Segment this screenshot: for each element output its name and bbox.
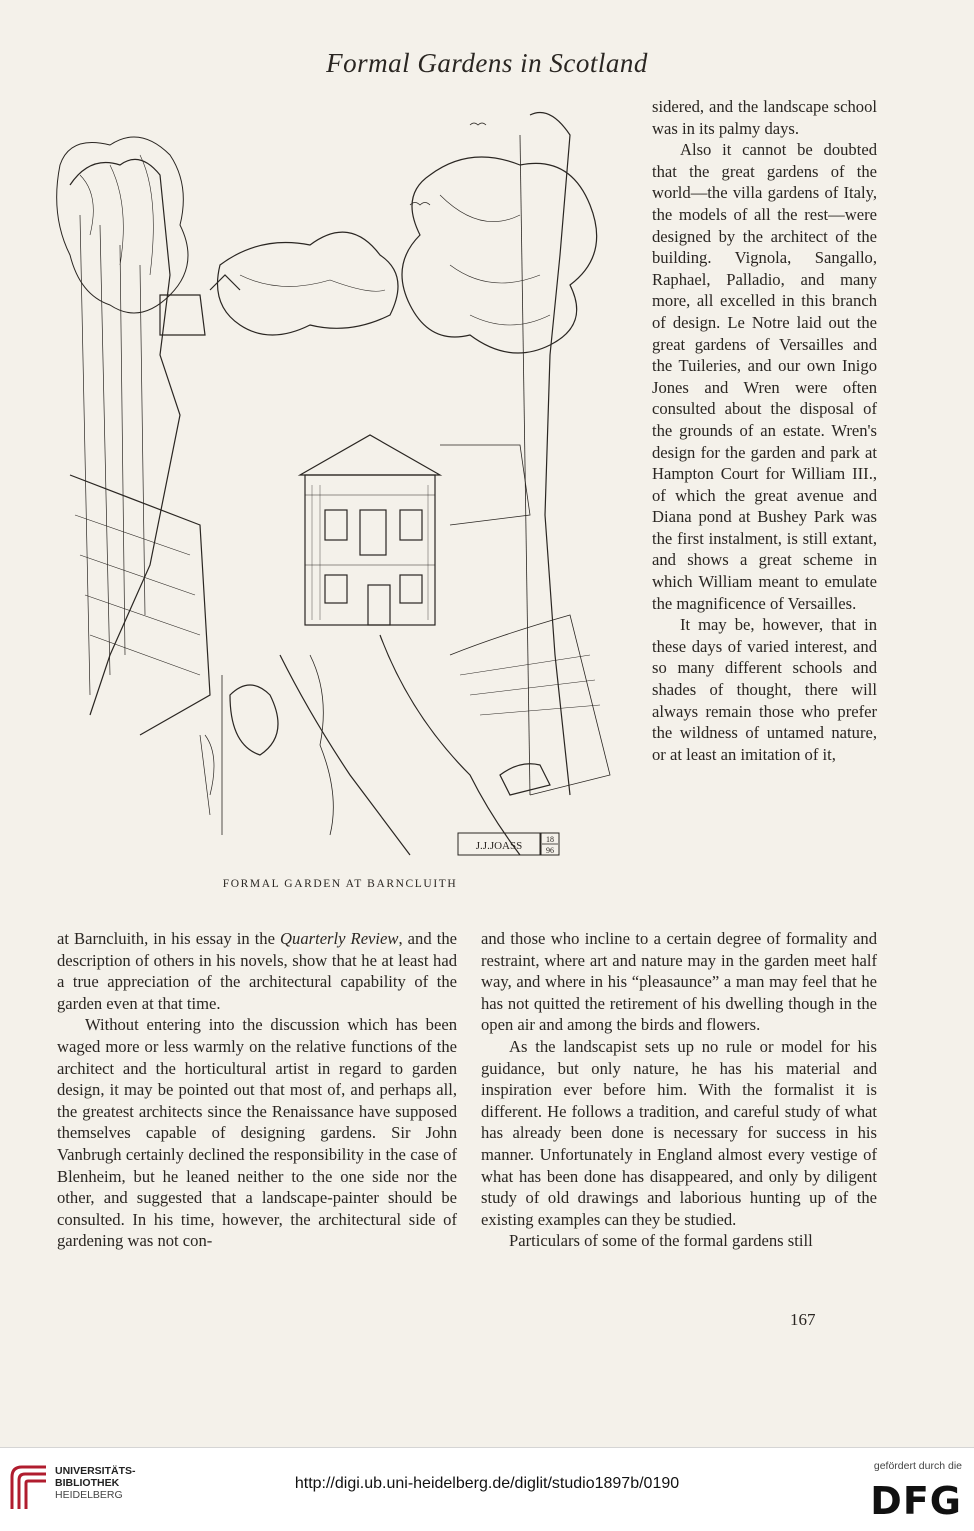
- right-bottom-paragraph-3: Particulars of some of the formal gardens still: [509, 1231, 813, 1251]
- dfg-logo: DFG: [870, 1479, 962, 1523]
- signature-text: J.J.JOASS: [475, 840, 523, 852]
- signature-date-bottom: 96: [546, 846, 554, 855]
- funded-by-label: gefördert durch die: [873, 1460, 962, 1472]
- right-bottom-text: [481, 928, 877, 1252]
- left-col-paragraph-1: [57, 928, 457, 1014]
- right-col-paragraph-1: sidered, and the landscape school was in its palmy days.: [652, 97, 877, 138]
- library-line-1: UNIVERSITÄTS-: [55, 1465, 136, 1477]
- footer-bar: [0, 1447, 974, 1531]
- illustration-caption: FORMAL GARDEN AT BARNCLUITH: [222, 878, 458, 890]
- right-bottom-paragraph-1: and those who incline to a certain degree of formality and restraint, where art and nature may in the garden meet half way, and where in his “pleasaunce” a man may feel that he has not quitted the retirement of his dwelling though in the open air and among the birds and flowers.: [481, 929, 877, 1035]
- signature-date-top: 18: [546, 835, 554, 844]
- page-number: 167: [790, 1310, 816, 1329]
- page-title: Formal Gardens in Scotland: [326, 48, 648, 78]
- left-col-paragraph-2: Without entering into the discussion which has been waged more or less warmly on the relative functions of the architect and the horticultural artist in regard to garden design, it may be pointed out that most of, and perhaps all, the greatest architects since the Renaissance have supposed themselves capable of designing gardens. Sir John Vanbrugh certainly declined the responsibility in the case of Blenheim, but he leaned neither to the one side nor the other, and suggested that a landscape-painter should be consulted. In his time, however, the architectural side of gardening was not con-: [57, 1015, 457, 1251]
- right-col-paragraph-3: It may be, however, that in these days of varied interest, and so many different schools and shades of thought, there will always remain those who prefer the wildness of untamed nature, or at least an imitation of it,: [652, 615, 877, 764]
- right-column-text: [652, 96, 877, 765]
- garden-illustration: [50, 95, 630, 865]
- left-column-text: [57, 928, 457, 1252]
- right-bottom-paragraph-2: As the landscapist sets up no rule or model for his guidance, but only nature, he has his material and inspiration ever before him. With the formalist it is different. He follows a tradition, and careful study of what has already been done is necessary for success in his manner. Unfortunately in England almost every vestige of what has been done has disappeared, and only by diligent study of old drawings and laborious hunting up of the existing examples can they be studied.: [481, 1036, 877, 1229]
- library-line-2: BIBLIOTHEK: [55, 1477, 120, 1489]
- p1-end: , and the description of others in his novels, show that he at least had a true appreciation of the architectural capability of the garden even at that time.: [57, 929, 457, 1013]
- artist-signature: [458, 833, 559, 855]
- source-url-link[interactable]: http://digi.ub.uni-heidelberg.de/diglit/studio1897b/0190: [294, 1475, 680, 1492]
- right-col-paragraph-2: Also it cannot be doubted that the great gardens of the world—the villa gardens of Italy, the models of all the rest—were designed by the architect of the building. Vignola, Sangallo, Raphael, Palladio, and many more, all excelled in this branch of design. Le Notre laid out the great gardens of Versailles and the Tuileries, and our own Inigo Jones and Wren were often consulted about the disposal of the grounds of an estate. Wren's design for the garden and park at Hampton Court for William III., of which the great avenue and Diana pond at Bushey Park was the first instalment, is still extant, and shows a great scheme in which William meant to emulate the magnificence of Versailles.: [652, 140, 877, 613]
- p1-start: at Barncluith, in his essay in the: [57, 929, 281, 948]
- quarterly-review-title: Quarterly Review: [280, 929, 399, 948]
- library-line-3: HEIDELBERG: [55, 1489, 123, 1501]
